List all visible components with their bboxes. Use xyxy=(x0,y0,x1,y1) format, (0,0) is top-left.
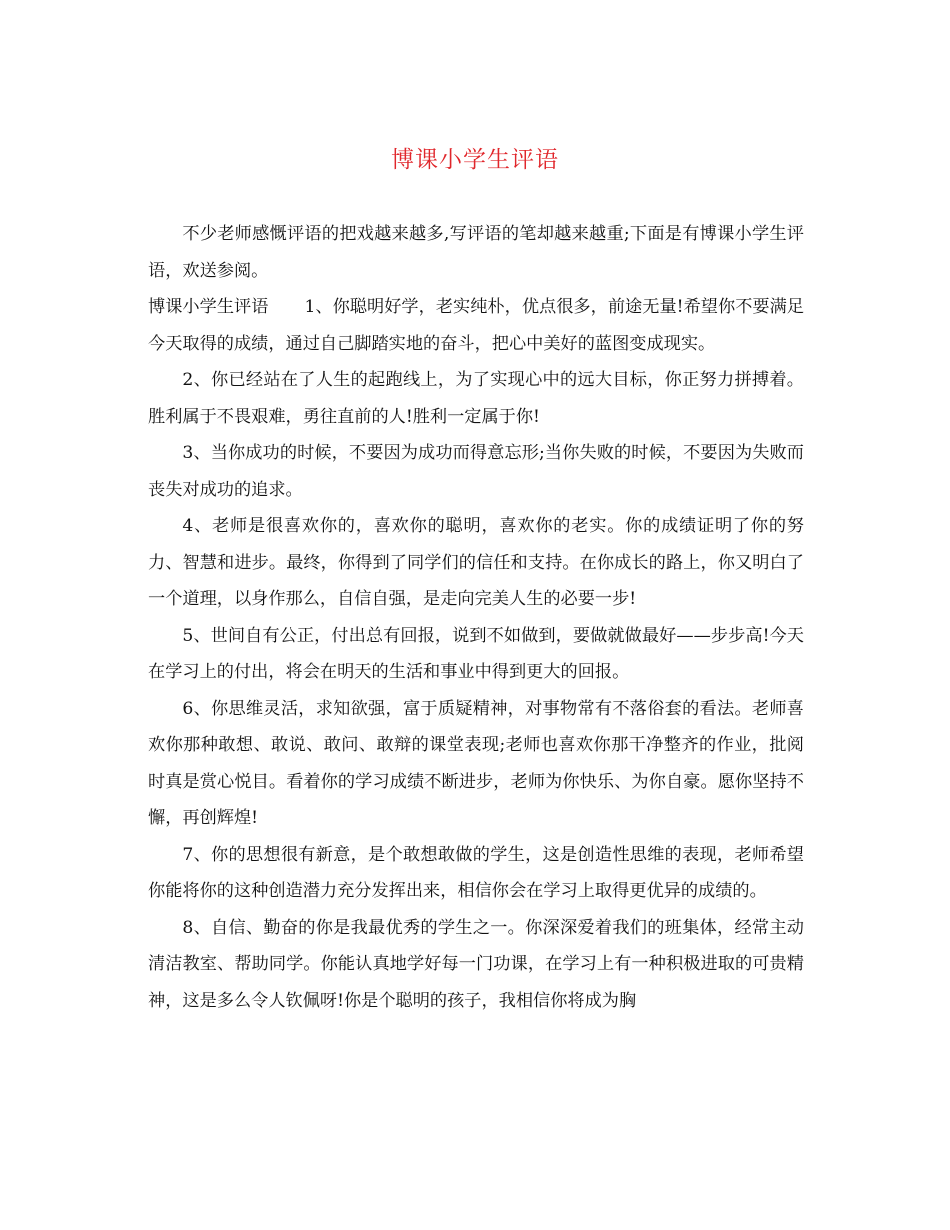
document-title: 博课小学生评语 xyxy=(391,147,559,173)
intro-paragraph: 不少老师感慨评语的把戏越来越多,写评语的笔却越来越重;下面是有博课小学生评语，欢送参阅。 xyxy=(148,224,804,281)
lead-label: 博课小学生评语 xyxy=(148,297,269,317)
comment-paragraph-7: 7、你的思想很有新意，是个敢想敢做的学生，这是创造性思维的表现，老师希望你能将你的这种创造潜力充分发挥出来，相信你会在学习上取得更优异的成绩的。 xyxy=(148,844,804,901)
comment-text-1: 1、你聪明好学，老实纯朴，优点很多，前途无量!希望你不要满足今天取得的成绩，通过自己脚踏实地的奋斗，把心中美好的蓝图变成现实。 xyxy=(148,297,804,354)
comment-paragraph-8: 8、自信、勤奋的你是我最优秀的学生之一。你深深爱着我们的班集体，经常主动清洁教室、帮助同学。你能认真地学好每一门功课，在学习上有一种积极进取的可贵精神，这是多么令人钦佩呀!你是个聪明的孩子，我相信你将成为胸 xyxy=(148,917,804,1011)
comment-paragraph-5: 5、世间自有公正，付出总有回报，说到不如做到，要做就做最好——步步高!今天在学习上的付出，将会在明天的生活和事业中得到更大的回报。 xyxy=(148,625,804,682)
comment-paragraph-1 xyxy=(148,289,804,362)
comment-paragraph-3: 3、当你成功的时候，不要因为成功而得意忘形;当你失败的时候，不要因为失败而丧失对成功的追求。 xyxy=(148,443,804,500)
document-body xyxy=(148,216,804,1019)
comment-paragraph-4: 4、老师是很喜欢你的，喜欢你的聪明，喜欢你的老实。你的成绩证明了你的努力、智慧和进步。最终，你得到了同学们的信任和支持。在你成长的路上，你又明白了一个道理，以身作那么，自信自强，是走向完美人生的必要一步! xyxy=(148,516,804,609)
comment-paragraph-2: 2、你已经站在了人生的起跑线上，为了实现心中的远大目标，你正努力拼搏着。胜利属于不畏艰难，勇往直前的人!胜利一定属于你! xyxy=(148,370,804,427)
comment-paragraph-6: 6、你思维灵活，求知欲强，富于质疑精神，对事物常有不落俗套的看法。老师喜欢你那种敢想、敢说、敢问、敢辩的课堂表现;老师也喜欢你那干净整齐的作业，批阅时真是赏心悦目。看着你的学习成绩不断进步，老师为你快乐、为你自豪。愿你坚持不懈，再创辉煌! xyxy=(148,698,804,828)
